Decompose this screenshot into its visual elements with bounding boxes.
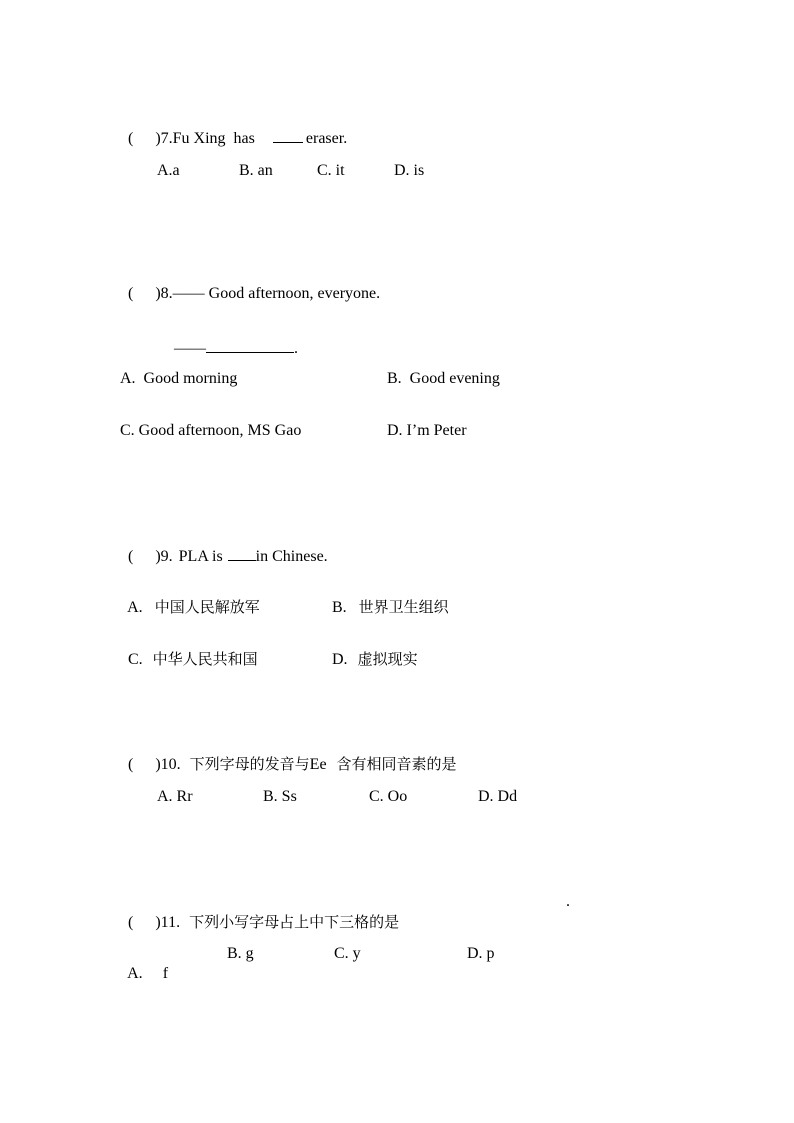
option-letter: D. [332,651,348,668]
question-number: )7. [155,130,173,147]
option-b[interactable]: B. Ss [263,788,297,805]
option-d[interactable]: D. is [394,162,425,179]
option-c[interactable]: C. it [317,162,345,179]
question-stem-end: eraser. [305,130,348,147]
question-10 [120,734,457,773]
question-stem-end: in Chinese. [255,548,328,565]
question-number: )8. [155,285,173,302]
letter-pair: Ee [309,756,327,773]
option-text: 中华人民共和国 [152,650,258,668]
question-stem: 下列字母的发音与 [189,755,310,773]
option-b[interactable]: B. g [227,945,254,962]
option-a[interactable] [120,577,260,616]
option-text: 中国人民解放军 [154,598,260,616]
option-letter: B. [332,599,347,616]
option-text: 虚拟现实 [357,650,418,668]
question-number: )11. [155,914,181,931]
question-stem: —— Good afternoon, everyone. [172,285,381,302]
answer-bracket: ( [128,548,134,565]
option-b[interactable]: B. Good evening [387,370,500,387]
answer-end: . [294,340,298,357]
option-d[interactable] [324,629,418,668]
question-stem-end: 含有相同音素的是 [336,755,457,773]
question-11 [120,892,400,931]
answer-line [166,318,298,357]
question-number: )10. [155,756,181,773]
fill-blank[interactable] [228,546,256,561]
answer-bracket: ( [128,914,134,931]
answer-dash: —— [174,340,206,357]
question-stem-end: . [566,893,570,910]
option-c[interactable] [120,629,258,668]
option-a[interactable] [120,944,169,982]
option-a[interactable]: A. Good morning [120,370,238,387]
question-number: )9. [155,548,173,565]
answer-bracket: ( [128,756,134,773]
option-d[interactable]: D. Dd [478,788,518,805]
option-d[interactable]: D. I’m Peter [387,422,467,439]
question-9 [120,526,328,565]
option-letter: C. [128,651,143,668]
option-d[interactable]: D. p [467,945,495,962]
option-letter: A. [127,599,143,616]
option-text: f [162,965,169,982]
question-7 [120,108,348,147]
fill-blank[interactable] [273,128,303,143]
question-8 [120,264,381,302]
answer-bracket: ( [128,285,134,302]
question-stem: Fu Xing has [172,130,255,147]
option-a[interactable]: A. Rr [157,788,193,805]
question-stem: 下列小写字母占上中下三格的是 [189,913,400,931]
option-b[interactable]: B. an [239,162,273,179]
question-stem: PLA is [178,548,223,565]
fill-blank[interactable] [206,338,294,353]
option-c[interactable]: C. Good afternoon, MS Gao [120,422,302,439]
option-letter: A. [127,965,143,982]
option-c[interactable]: C. y [334,945,361,962]
option-b[interactable] [324,577,449,616]
answer-bracket: ( [128,130,134,147]
option-c[interactable]: C. Oo [369,788,408,805]
option-text: 世界卫生组织 [358,598,449,616]
option-a[interactable]: A.a [157,162,180,179]
